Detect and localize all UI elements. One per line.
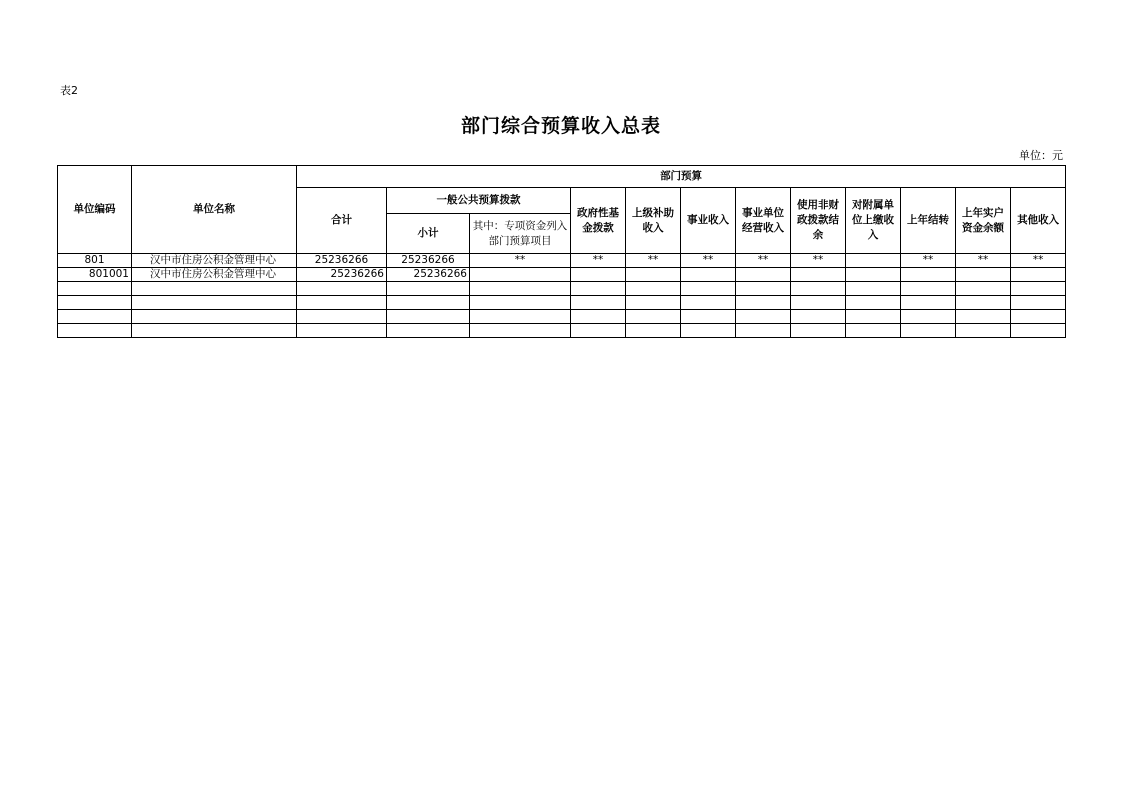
cell-business-unit-income	[736, 268, 791, 282]
cell-name: 汉中市住房公积金管理中心	[132, 268, 297, 282]
header-special-funds: 其中：专项资金列入部门预算项目	[470, 214, 571, 254]
cell-non-fiscal-balance	[791, 268, 846, 282]
cell-non-fiscal-balance: **	[791, 254, 846, 268]
empty-table-row	[58, 324, 1066, 338]
header-affiliated-income: 对附属单位上缴收入	[846, 188, 901, 254]
cell-other-income	[1011, 268, 1066, 282]
cell-affiliated-income	[846, 254, 901, 268]
cell-business-unit-income: **	[736, 254, 791, 268]
cell-code: 801001	[58, 268, 132, 282]
header-subtotal: 小计	[387, 214, 470, 254]
header-carryover: 上年结转	[901, 188, 956, 254]
cell-subtotal: 25236266	[387, 254, 470, 268]
header-dept-budget: 部门预算	[297, 166, 1066, 188]
cell-upper-subsidy: **	[626, 254, 681, 268]
header-non-fiscal-balance: 使用非财政拨款结余	[791, 188, 846, 254]
cell-carryover: **	[901, 254, 956, 268]
cell-code: 801	[58, 254, 132, 268]
cell-special: **	[470, 254, 571, 268]
empty-table-row	[58, 282, 1066, 296]
cell-affiliated-income	[846, 268, 901, 282]
cell-carryover	[901, 268, 956, 282]
header-total: 合计	[297, 188, 387, 254]
cell-gov-fund	[571, 268, 626, 282]
header-unit-code: 单位编码	[58, 166, 132, 254]
cell-business-income	[681, 268, 736, 282]
cell-total: 25236266	[297, 254, 387, 268]
table-row	[58, 254, 1066, 268]
cell-other-income: **	[1011, 254, 1066, 268]
empty-table-row	[58, 296, 1066, 310]
header-business-unit-income: 事业单位经营收入	[736, 188, 791, 254]
cell-total: 25236266	[297, 268, 387, 282]
header-gov-fund: 政府性基金拨款	[571, 188, 626, 254]
header-business-income: 事业收入	[681, 188, 736, 254]
empty-table-row	[58, 310, 1066, 324]
header-general-public: 一般公共预算拨款	[387, 188, 571, 214]
table-number-label: 表2	[60, 84, 78, 97]
cell-upper-subsidy	[626, 268, 681, 282]
table-row	[58, 268, 1066, 282]
header-account-balance: 上年实户资金余额	[956, 188, 1011, 254]
header-other-income: 其他收入	[1011, 188, 1066, 254]
page-title: 部门综合预算收入总表	[460, 115, 661, 137]
budget-income-table	[57, 165, 1066, 338]
cell-business-income: **	[681, 254, 736, 268]
cell-account-balance	[956, 268, 1011, 282]
cell-gov-fund: **	[571, 254, 626, 268]
header-upper-subsidy: 上级补助收入	[626, 188, 681, 254]
cell-name: 汉中市住房公积金管理中心	[132, 254, 297, 268]
cell-subtotal: 25236266	[387, 268, 470, 282]
cell-special	[470, 268, 571, 282]
cell-account-balance: **	[956, 254, 1011, 268]
header-unit-name: 单位名称	[132, 166, 297, 254]
unit-label: 单位：元	[1019, 149, 1063, 162]
